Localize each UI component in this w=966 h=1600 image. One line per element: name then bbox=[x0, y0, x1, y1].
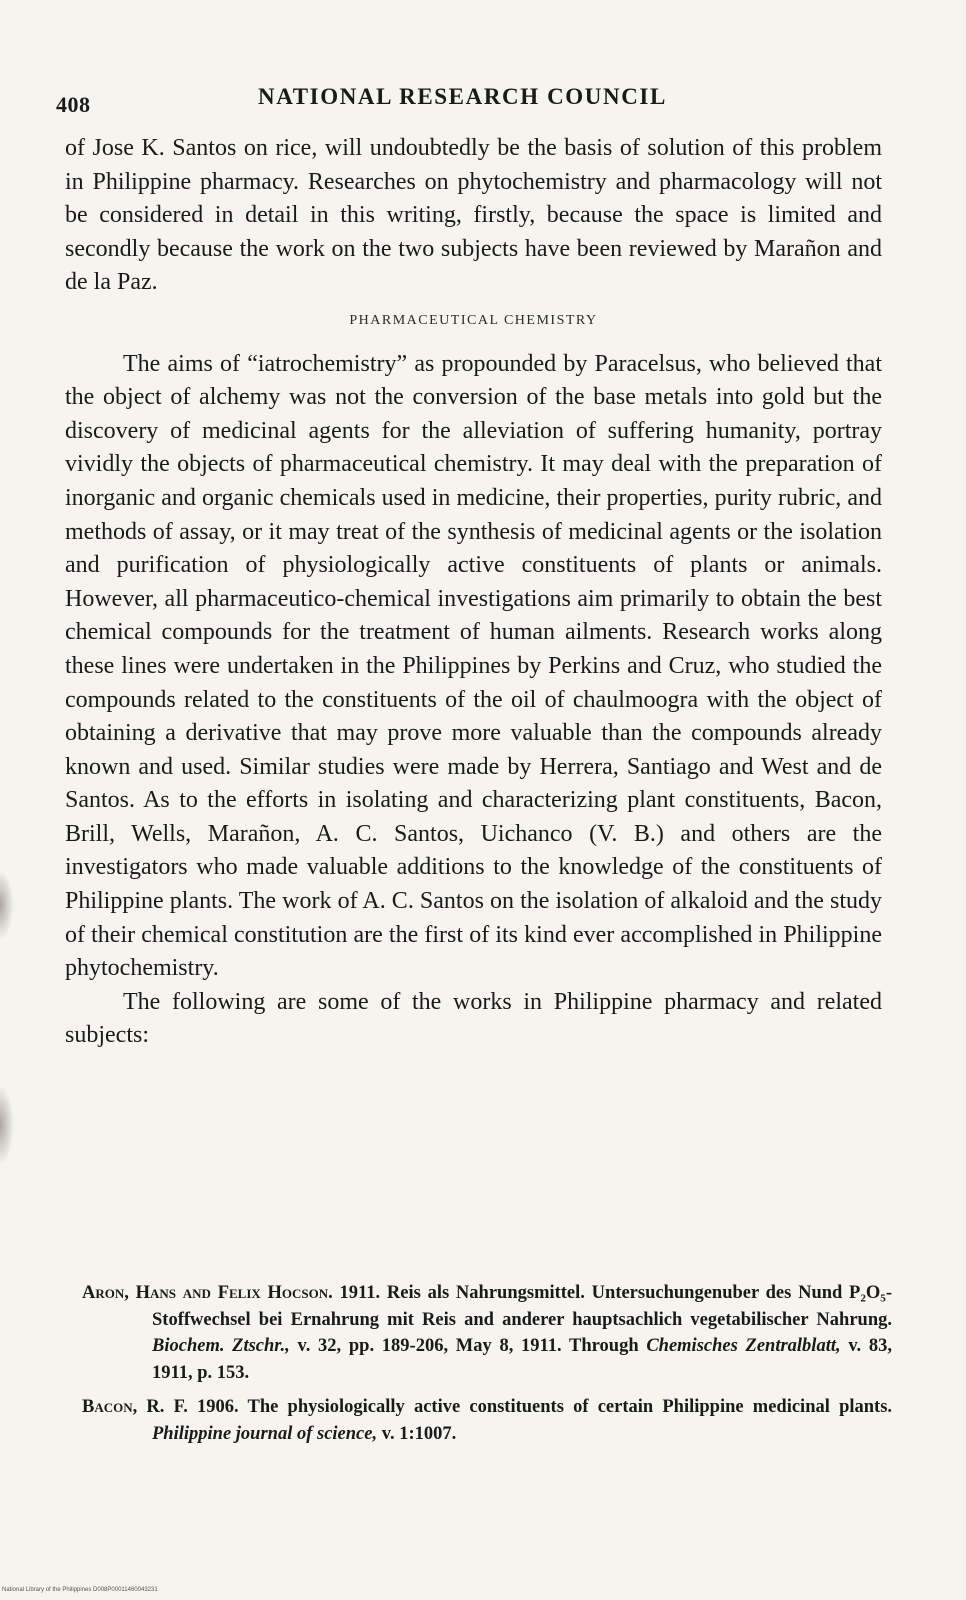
reference-title: Reis als Nahrungsmittel. Untersuchungenuber des Nund P₂O₅-Stoffwechsel bei Ernahrung mit Reis and anderer hauptsachlich vegetabilischer Nahrung. bbox=[152, 1283, 893, 1330]
reference-citation: v. 32, pp. 189-206, May 8, 1911. Through bbox=[297, 1336, 639, 1356]
reference-author: Bacon, R. F. bbox=[82, 1397, 188, 1417]
body-paragraph: The aims of “iatrochemistry” as propounded by Paracelsus, who believed that the object of alchemy was not the conversion of the base metals into gold but the discovery of medicinal agents for the alleviation of suffering humanity, portray vividly the objects of pharmaceutical chemistry. It may deal with the preparation of inorganic and organic chemicals used in medicine, their properties, purity rubric, and methods of assay, or it may treat of the synthesis of medicinal agents or the isolation and purification of physiologically active constituents of plants or animals. However, all pharmaceutico-chemical investigations aim primarily to obtain the best chemical compounds for the treatment of human ailments. Research works along these lines were undertaken in the Philippines by Perkins and Cruz, who studied the compounds related to the constituents of the oil of chaulmoogra with the object of obtaining a derivative that may prove more valuable than the compounds already known and used. Similar studies were made by Herrera, Santiago and West and de Santos. As to the efforts in isolating and characterizing plant constituents, Bacon, Brill, Wells, Marañon, A. C. Santos, Uichanco (V. B.) and others are the investigators who made valuable additions to the knowledge of the constituents of Philippine plants. The work of A. C. Santos on the isolation of alkaloid and the study of their chemical constitution are the first of its kind ever accomplished in Philippine phytochemistry. bbox=[65, 350, 882, 982]
reference-citation: v. 83, 1911, p. 153. bbox=[152, 1336, 893, 1383]
body-paragraph: of Jose K. Santos on rice, will undoubtedly be the basis of solution of this problem in Philippine pharmacy. Researches on phytochemistry and pharmacology will not be considered in detail in this writing, firstly, because the space is limited and secondly because the work on the two subjects have been reviewed by Marañon and de la Paz. bbox=[65, 135, 882, 296]
reference-journal: Chemisches Zentralblatt, bbox=[646, 1336, 841, 1356]
reference-author: Aron, Hans and Felix Hocson. bbox=[82, 1283, 333, 1303]
page-number: 408 bbox=[56, 92, 91, 117]
reference-journal: Philippine journal of science, bbox=[152, 1423, 378, 1444]
reference-title: The physiologically active constituents of certain Philippine medicinal plants. bbox=[247, 1397, 893, 1417]
body-paragraph: The following are some of the works in Philippine pharmacy and related subjects: bbox=[65, 988, 882, 1049]
reference-year: 1906. bbox=[197, 1397, 239, 1417]
reference-citation: v. 1:1007. bbox=[381, 1423, 457, 1444]
reference-entry bbox=[82, 1394, 892, 1447]
reference-journal: Biochem. Ztschr., bbox=[152, 1336, 290, 1356]
source-watermark: National Library of the Philippines D008P00011460043231 bbox=[2, 1587, 158, 1593]
reference-list bbox=[82, 1280, 892, 1455]
page-edge-smudge bbox=[0, 870, 14, 940]
section-heading: PHARMACEUTICAL CHEMISTRY bbox=[349, 312, 598, 328]
page-edge-smudge bbox=[0, 1085, 14, 1165]
reference-entry bbox=[82, 1280, 892, 1386]
reference-year: 1911. bbox=[339, 1283, 381, 1303]
running-head: NATIONAL RESEARCH COUNCIL bbox=[258, 84, 667, 109]
body-text bbox=[65, 132, 882, 1053]
